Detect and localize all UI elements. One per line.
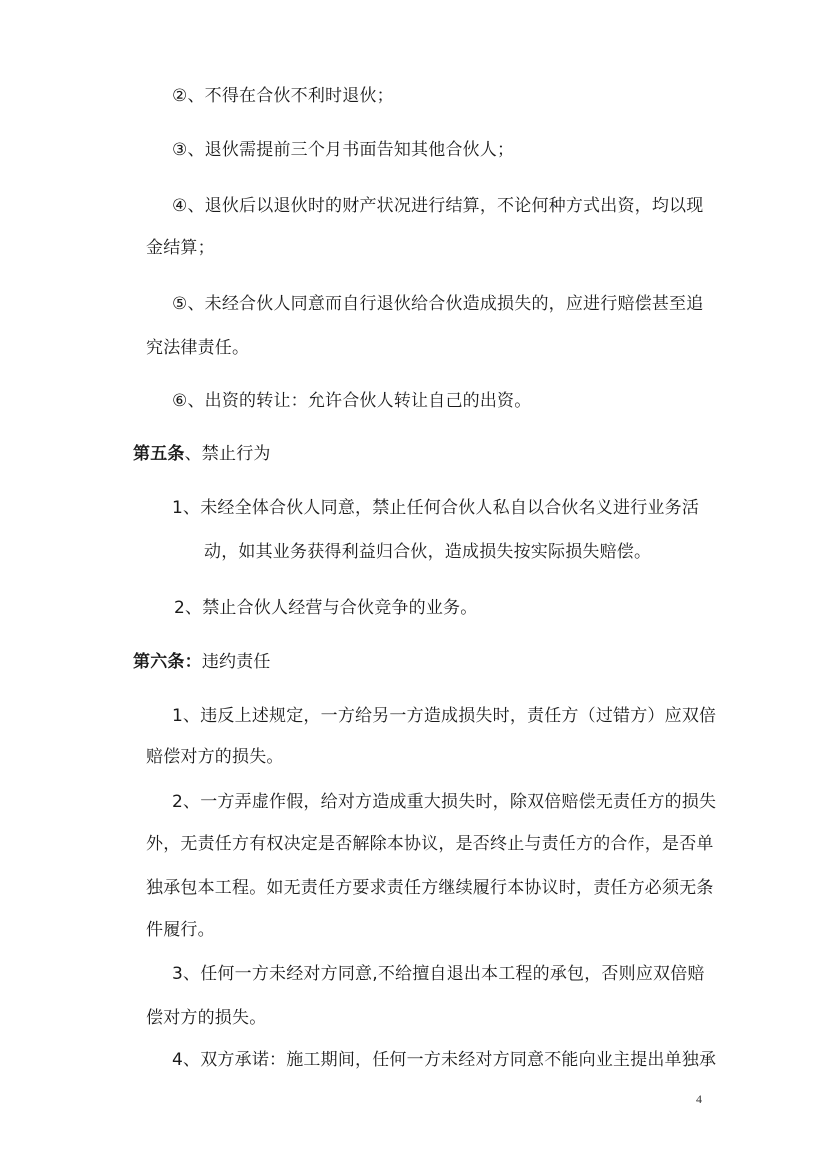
clause-3: ③、退伙需提前三个月书面告知其他合伙人；	[172, 140, 515, 160]
article-5-item-1-line-2: 动，如其业务获得利益归合伙，造成损失按实际损失赔偿。	[204, 542, 652, 562]
article-6-line-1: 1、违反上述规定，一方给另一方造成损失时，责任方（过错方）应双倍	[172, 706, 717, 726]
article-6-line-4: 外，无责任方有权决定是否解除本协议，是否终止与责任方的合作，是否单	[146, 834, 714, 854]
clause-5-line-2: 究法律责任。	[146, 338, 250, 358]
clause-4-line-2: 金结算；	[146, 238, 215, 258]
page-number: 4	[696, 1092, 702, 1106]
clause-4-line-1: ④、退伙后以退伙时的财产状况进行结算，不论何种方式出资，均以现	[172, 196, 704, 216]
article-5-item-2: 2、禁止合伙人经营与合伙竞争的业务。	[174, 598, 478, 618]
article-5-title: 、禁止行为	[184, 444, 271, 464]
article-6-line-3: 2、一方弄虚作假，给对方造成重大损失时，除双倍赔偿无责任方的损失	[172, 792, 717, 812]
article-6-title: 违约责任	[201, 652, 271, 672]
article-6-line-8: 偿对方的损失。	[146, 1008, 267, 1028]
article-6-line-6: 件履行。	[146, 920, 215, 940]
article-5-number: 第五条	[133, 444, 185, 464]
article-5-item-1-line-1: 1、未经全体合伙人同意，禁止任何合伙人私自以合伙名义进行业务活	[172, 498, 700, 518]
article-6-line-2: 赔偿对方的损失。	[146, 747, 284, 767]
article-6-line-5: 独承包本工程。如无责任方要求责任方继续履行本协议时，责任方必须无条	[146, 878, 714, 898]
watermark	[243, 209, 618, 529]
clause-6: ⑥、出资的转让：允许合伙人转让自己的出资。	[172, 391, 532, 411]
article-6-line-9: 4、双方承诺：施工期间，任何一方未经对方同意不能向业主提出单独承	[172, 1050, 717, 1070]
article-5-heading	[133, 442, 271, 466]
clause-2: ②、不得在合伙不利时退伙；	[172, 86, 394, 106]
article-6-heading	[133, 650, 271, 674]
clause-5-line-1: ⑤、未经合伙人同意而自行退伙给合伙造成损失的，应进行赔偿甚至追	[172, 294, 704, 314]
article-6-number: 第六条：	[133, 652, 202, 672]
article-6-line-7: 3、任何一方未经对方同意,不给擅自退出本工程的承包，否则应双倍赔	[172, 964, 705, 984]
